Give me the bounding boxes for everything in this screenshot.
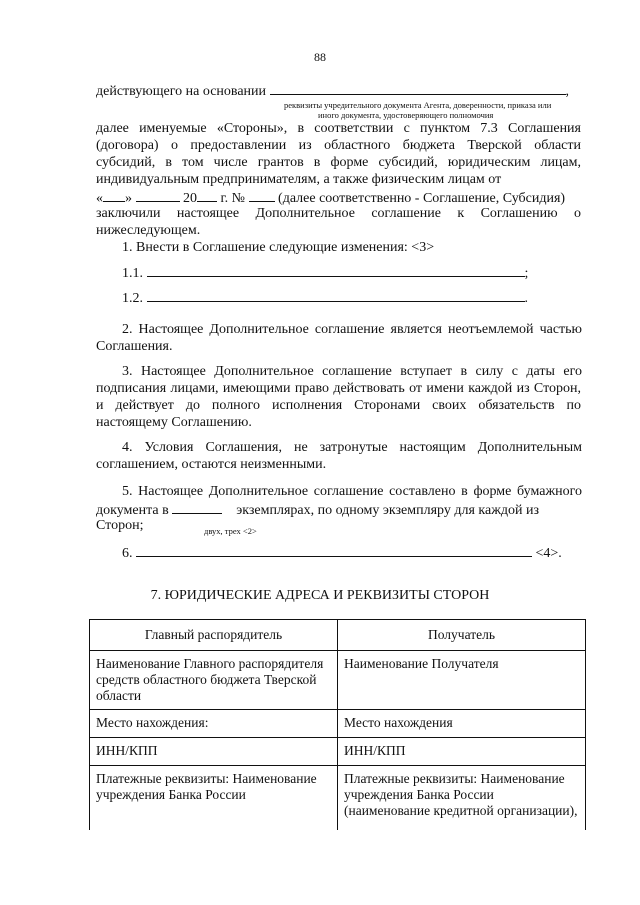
table-cell: Платежные реквизиты: Наименование учреждения Банка России: [90, 766, 338, 831]
basis-note-1: реквизиты учредительного документа Агента, доверенности, приказа или: [284, 100, 552, 110]
table-cell: Место нахождения: [338, 710, 586, 738]
item-5-line-2: [96, 501, 581, 519]
table-row: [90, 738, 586, 766]
item-3-line: 3. Настоящее Дополнительное соглашение вступает в силу с даты его: [122, 364, 582, 379]
year-prefix: 20: [183, 191, 197, 206]
p1-line: субсидий, в том числе грантов в форме субсидий, юридическим лицам,: [96, 155, 581, 170]
p1-tail-line: заключили настоящее Дополнительное соглашение к Соглашению о: [96, 206, 581, 221]
item-5-copies-tail: экземплярах, по одному экземпляру для каждой из: [236, 503, 540, 518]
number-label: г. №: [220, 191, 246, 206]
table-cell: Наименование Главного распорядителя средств областного бюджета Тверской области: [90, 651, 338, 710]
item-1-2-label: 1.2.: [122, 291, 143, 306]
item-6-end: <4>.: [535, 546, 562, 561]
date-line-tail: (далее соответственно - Соглашение, Субсидия): [278, 191, 566, 206]
year-blank: [197, 189, 217, 202]
table-row: [90, 651, 586, 710]
item-3-line: настоящему Соглашению.: [96, 415, 252, 430]
item-5-line-3: Сторон;: [96, 518, 144, 533]
table-cell: Наименование Получателя: [338, 651, 586, 710]
item-1-1-label: 1.1.: [122, 266, 143, 281]
p1-line: (договора) о предоставлении из областного бюджета Тверской области: [96, 138, 581, 153]
page-number: 88: [314, 50, 326, 64]
item-3-line: и действует до полного исполнения Сторонами своих обязательств по: [96, 398, 581, 413]
table-cell: Платежные реквизиты: Наименование учреждения Банка России (наименование кредитной организации),: [338, 766, 586, 831]
basis-prefix: действующего на основании: [96, 84, 267, 99]
item-6: [122, 544, 582, 562]
item-5-line: 5. Настоящее Дополнительное соглашение составлено в форме бумажного: [122, 484, 582, 499]
basis-blank: [270, 82, 566, 95]
item-4-line: 4. Условия Соглашения, не затронутые настоящим Дополнительным: [122, 440, 582, 455]
section-title: 7. ЮРИДИЧЕСКИЕ АДРЕСА И РЕКВИЗИТЫ СТОРОН: [150, 588, 490, 603]
item-6-label: 6.: [122, 546, 133, 561]
item-1-2: [122, 289, 582, 307]
item-5-copies-blank: [172, 501, 222, 514]
table-header-cell: Получатель: [338, 620, 586, 651]
close-quote: »: [125, 191, 132, 206]
item-1-1-end: ;: [524, 266, 529, 281]
p1-tail-line: нижеследующем.: [96, 223, 201, 238]
table-header-cell: Главный распорядитель: [90, 620, 338, 651]
p1-line: индивидуальным предпринимателям, а также физическим лицам от: [96, 172, 502, 187]
basis-line: действующего на основании ,: [96, 84, 570, 99]
table-cell: ИНН/КПП: [90, 738, 338, 766]
item-2-line: 2. Настоящее Дополнительное соглашение является неотъемлемой частью: [122, 322, 582, 337]
table-cell: Место нахождения:: [90, 710, 338, 738]
item-6-blank: [136, 544, 532, 557]
item-5-copies-label: документа в: [96, 503, 169, 518]
open-quote: «: [96, 191, 103, 206]
item-1: 1. Внести в Соглашение следующие изменения: <3>: [122, 240, 435, 255]
table-row: [90, 710, 586, 738]
table-header-row: [90, 620, 586, 651]
item-1-2-blank: [147, 289, 525, 302]
table-cell: ИНН/КПП: [338, 738, 586, 766]
date-line: [96, 189, 581, 207]
item-4-line: соглашением, остаются неизменными.: [96, 457, 327, 472]
item-3-line: подписания лицами, имеющими право действовать от имени каждой из Сторон,: [96, 381, 581, 396]
basis-note-2: иного документа, удостоверяющего полномочия: [318, 110, 494, 120]
item-1-2-end: .: [524, 291, 528, 306]
item-1-1: [122, 264, 582, 282]
number-blank: [249, 189, 275, 202]
item-1-1-blank: [147, 264, 525, 277]
item-5-note: двух, трех <2>: [204, 526, 257, 536]
p1-line: далее именуемые «Стороны», в соответствии с пунктом 7.3 Соглашения: [96, 121, 581, 136]
month-blank: [136, 189, 180, 202]
table-row: [90, 766, 586, 831]
day-blank: [103, 189, 125, 202]
requisites-table: [89, 619, 586, 830]
item-2-line: Соглашения.: [96, 339, 173, 354]
